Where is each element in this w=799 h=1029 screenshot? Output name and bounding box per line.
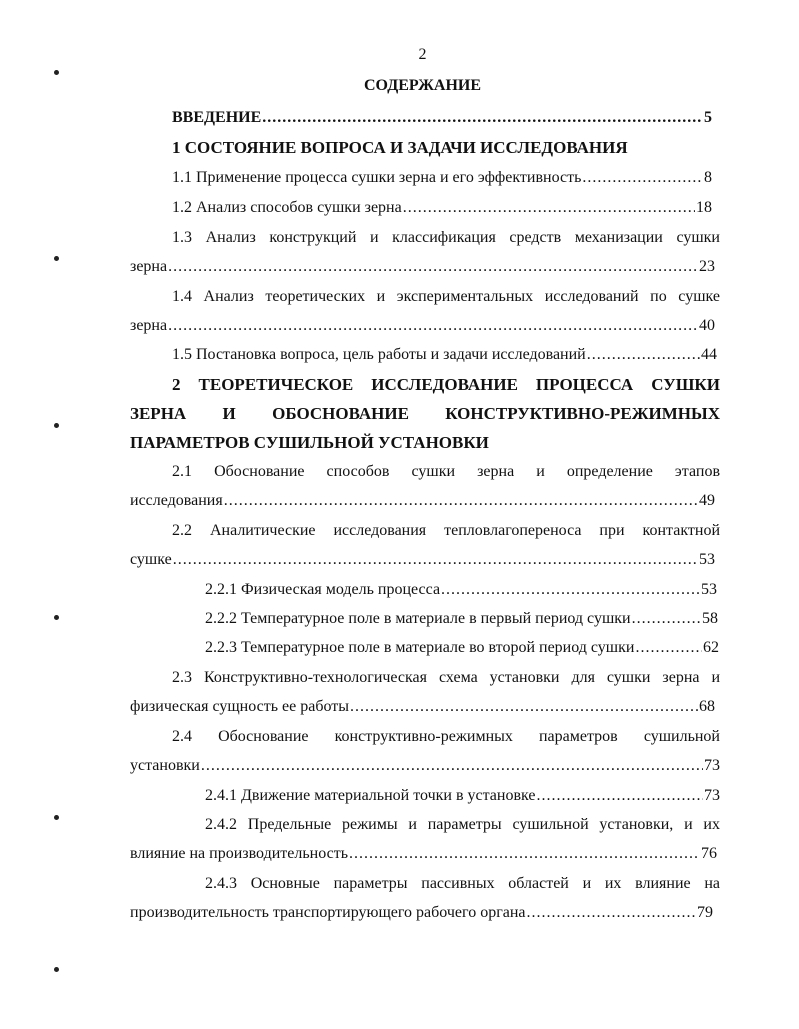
leader-dots [201,756,703,776]
margin-dot [54,815,59,820]
toc-page-number: 40 [699,317,715,334]
toc-entry-1-5 [172,345,717,365]
toc-entry-1-1 [172,168,712,188]
toc-page-number: 68 [699,698,715,715]
toc-chapter-2-line1: 2 ТЕОРЕТИЧЕСКОЕ ИССЛЕДОВАНИЕ ПРОЦЕССА СУШКИ [172,375,720,394]
toc-entry-2-2-line1: 2.2 Аналитические исследования тепловлагопереноса при контактной [172,522,720,539]
toc-page-number: 73 [704,787,720,804]
toc-entry-text: 1.5 Постановка вопроса, цель работы и задачи исследований [172,346,586,363]
toc-page-number: 8 [704,169,712,186]
toc-title: СОДЕРЖАНИЕ [363,77,482,94]
page-number: 2 [418,46,427,63]
leader-dots [635,638,702,658]
margin-dot [54,70,59,75]
toc-page-number: 79 [697,904,713,921]
toc-entry-2-2-3 [205,638,719,658]
toc-entry-2-4-line2 [130,756,720,776]
margin-dot [54,967,59,972]
toc-entry-text: 2.2.1 Физическая модель процесса [205,581,441,598]
leader-dots [403,198,695,218]
toc-entry-2-4-2-line1: 2.4.2 Предельные режимы и параметры сушильной установки, и их [205,816,720,833]
toc-entry-text: 1.2 Анализ способов сушки зерна [172,199,402,216]
toc-entry-text: исследования [130,492,223,509]
toc-entry-2-3-line1: 2.3 Конструктивно-технологическая схема установки для сушки зерна и [172,669,720,686]
toc-entry-text: физическая сущность ее работы [130,698,349,715]
toc-chapter-2-line3: ПАРАМЕТРОВ СУШИЛЬНОЙ УСТАНОВКИ [130,433,489,452]
toc-entry-text: установки [130,757,200,774]
toc-page-number: 53 [699,551,715,568]
leader-dots [262,108,703,128]
toc-page-number: 49 [699,492,715,509]
leader-dots [349,844,700,864]
toc-entry-2-4-1 [205,786,720,806]
toc-page-number: 73 [704,757,720,774]
toc-page-number: 18 [696,199,712,216]
leader-dots [168,257,698,277]
toc-entry-text: производительность транспортирующего рабочего органа [130,904,526,921]
toc-entry-text: ВВЕДЕНИЕ [172,109,262,126]
leader-dots [350,697,698,717]
toc-entry-2-2-line2 [130,550,715,570]
leader-dots [168,316,698,336]
toc-page-number: 5 [704,109,712,126]
toc-entry-2-3-line2 [130,697,715,717]
toc-entry-text: зерна [130,258,168,275]
toc-entry-2-2-2 [205,609,718,629]
toc-entry-1-2 [172,198,712,218]
toc-entry-2-4-3-line1: 2.4.3 Основные параметры пассивных областей и их влияние на [205,875,720,892]
toc-entry-introduction [172,108,712,128]
leader-dots [441,580,700,600]
margin-dot [54,256,59,261]
toc-entry-2-1-line1: 2.1 Обоснование способов сушки зерна и определение этапов [172,463,720,480]
toc-entry-2-4-2-line2 [130,844,717,864]
toc-entry-1-4-line2 [130,316,715,336]
toc-entry-2-2-1 [205,580,717,600]
toc-page-number: 44 [701,346,717,363]
toc-page-number: 23 [699,258,715,275]
toc-entry-1-3-line1: 1.3 Анализ конструкций и классификация средств механизации сушки [172,229,720,246]
toc-entry-text: 2.4.1 Движение материальной точки в установке [205,787,536,804]
leader-dots [632,609,701,629]
toc-entry-text: сушке [130,551,172,568]
toc-page-number: 62 [703,639,719,656]
leader-dots [537,786,704,806]
toc-entry-text: 2.2.3 Температурное поле в материале во второй период сушки [205,639,635,656]
toc-entry-1-4-line1: 1.4 Анализ теоретических и экспериментальных исследований по сушке [172,288,720,305]
toc-entry-text: влияние на производительность [130,845,348,862]
margin-dot [54,423,59,428]
toc-entry-text: 1.1 Применение процесса сушки зерна и его эффективность [172,169,582,186]
leader-dots [173,550,698,570]
toc-entry-2-1-line2 [130,491,715,511]
leader-dots [224,491,698,511]
leader-dots [587,345,700,365]
toc-page-number: 76 [701,845,717,862]
toc-chapter-2-line2: ЗЕРНА И ОБОСНОВАНИЕ КОНСТРУКТИВНО-РЕЖИМНЫХ [130,404,720,423]
toc-entry-text: 2.2.2 Температурное поле в материале в первый период сушки [205,610,631,627]
margin-dot [54,615,59,620]
toc-chapter-1: 1 СОСТОЯНИЕ ВОПРОСА И ЗАДАЧИ ИССЛЕДОВАНИЯ [172,138,628,157]
leader-dots [582,168,703,188]
toc-entry-1-3-line2 [130,257,715,277]
toc-page-number: 58 [702,610,718,627]
toc-entry-2-4-3-line2 [130,903,713,923]
leader-dots [527,903,696,923]
toc-page-number: 53 [701,581,717,598]
toc-entry-text: зерна [130,317,168,334]
toc-entry-2-4-line1: 2.4 Обоснование конструктивно-режимных параметров сушильной [172,728,720,745]
